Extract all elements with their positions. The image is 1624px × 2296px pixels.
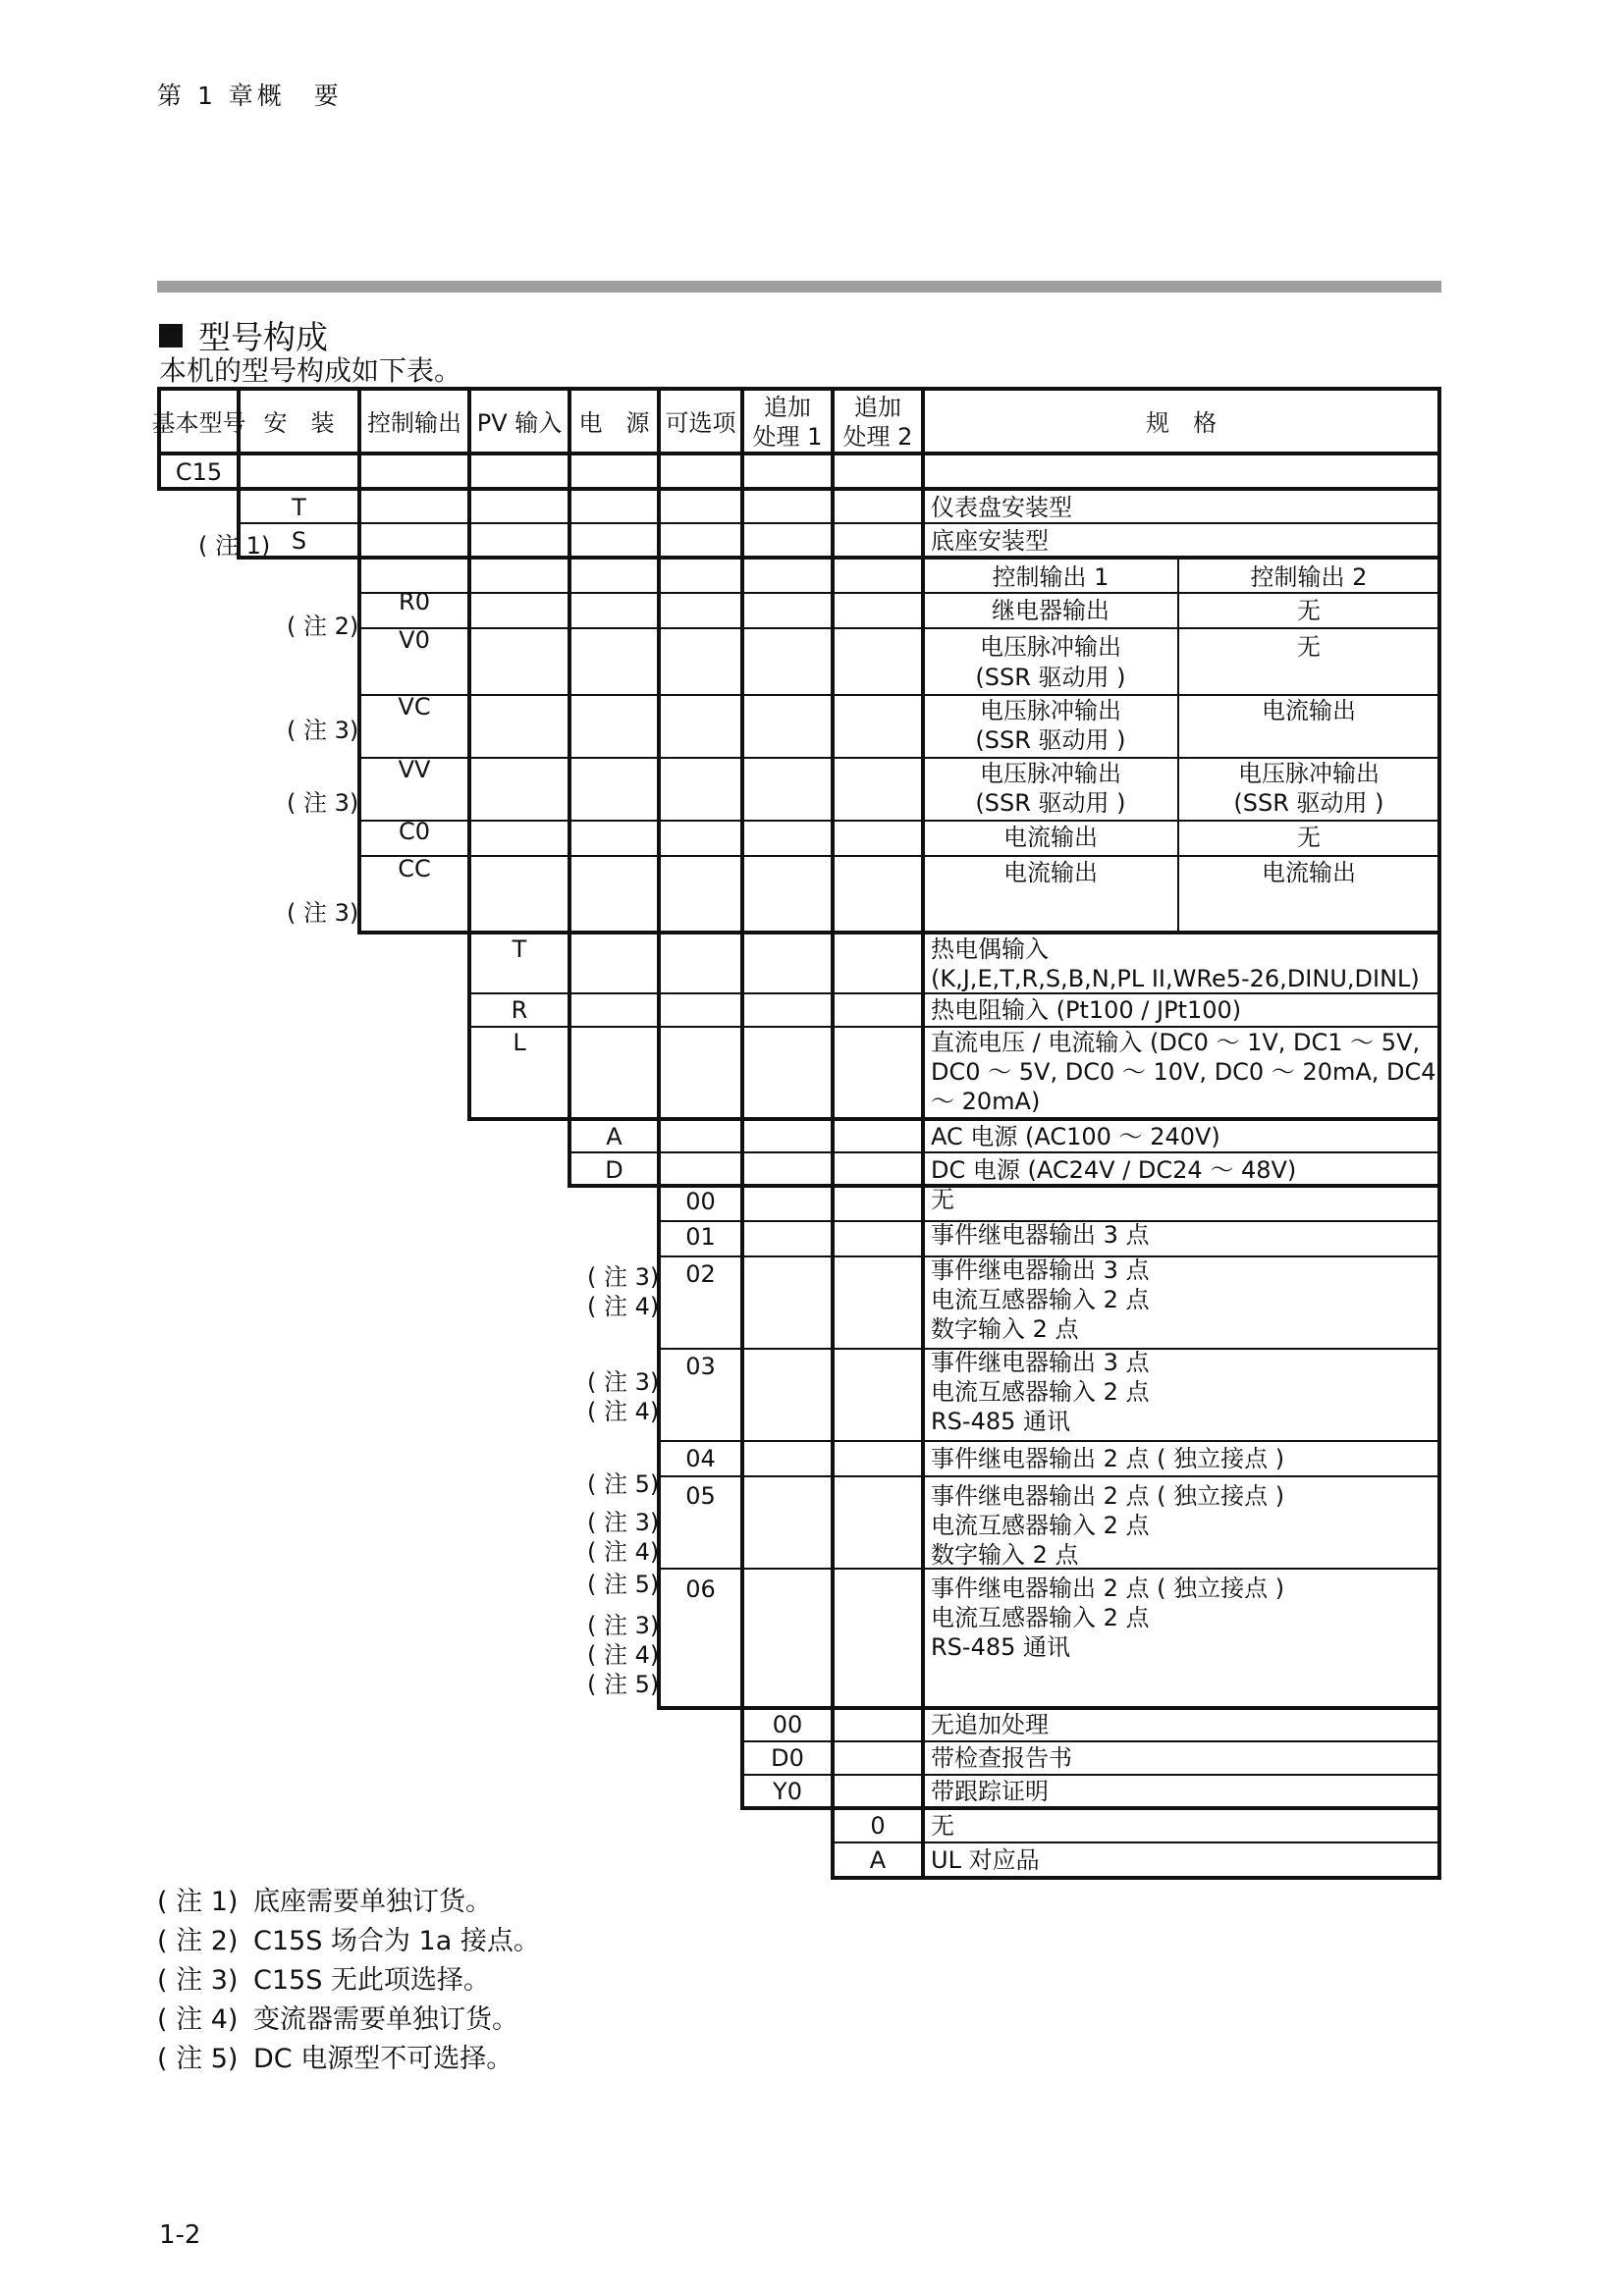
spec-text: 电流输出 (1003, 824, 1098, 851)
spec-text: RS-485 通讯 (931, 1633, 1071, 1661)
spec-text: 继电器输出 (992, 597, 1110, 624)
code-pv-input: R (511, 996, 528, 1024)
spec-text: 事件继电器输出 3 点 (931, 1349, 1150, 1376)
spec-text: 电压脉冲输出 (980, 760, 1121, 787)
spec-text: 底座安装型 (931, 527, 1049, 555)
footnote-4: ( 注 4) 变流器需要单独订货。 (157, 2004, 518, 2035)
spec-text: AC 电源 (AC100 ～ 240V) (931, 1123, 1220, 1150)
spec-text: 电压脉冲输出 (1238, 760, 1380, 787)
spec-text: 电压脉冲输出 (980, 697, 1121, 724)
spec-text: DC 电源 (AC24V / DC24 ～ 48V) (931, 1156, 1297, 1184)
code-install: S (291, 527, 307, 555)
note-marker: ( 注 1) (198, 532, 271, 560)
spec-text: 电流互感器输入 2 点 (931, 1512, 1150, 1539)
spec-text: (SSR 驱动用 ) (975, 726, 1126, 754)
code-control-output: VV (398, 756, 431, 783)
header-additional-1: 处理 1 (752, 423, 823, 451)
code-additional-2: 0 (870, 1812, 886, 1840)
code-power: D (605, 1156, 623, 1184)
code-control-output: CC (398, 855, 431, 882)
spec-text: (SSR 驱动用 ) (1233, 789, 1384, 817)
spec-subheader: 控制输出 1 (992, 563, 1110, 591)
spec-text: 事件继电器输出 2 点 ( 独立接点 ) (931, 1482, 1285, 1510)
note-marker: ( 注 4) (587, 1641, 660, 1669)
spec-text: 电压脉冲输出 (980, 633, 1121, 661)
spec-text: 电流互感器输入 2 点 (931, 1286, 1150, 1313)
code-option: 06 (685, 1575, 716, 1603)
note-marker: ( 注 5) (587, 1470, 660, 1498)
note-marker: ( 注 3) (287, 899, 359, 927)
note-marker: ( 注 3) (587, 1263, 660, 1291)
code-control-output: VC (398, 693, 431, 721)
spec-text: 带跟踪证明 (931, 1778, 1049, 1805)
spec-text: 电流输出 (1262, 697, 1356, 724)
table-text (152, 394, 1436, 1874)
footnotes (157, 1883, 540, 2079)
note-marker: ( 注 3) (587, 1509, 660, 1536)
header-additional-1: 追加 (764, 394, 811, 421)
header-power: 电 源 (578, 409, 650, 437)
note-marker: ( 注 3) (587, 1368, 660, 1396)
code-option: 00 (685, 1188, 716, 1215)
footnote-2: ( 注 2) C15S 场合为 1a 接点。 (157, 1926, 540, 1956)
note-marker: ( 注 3) (287, 717, 359, 744)
spec-text: RS-485 通讯 (931, 1408, 1071, 1435)
header-base-model: 基本型号 (151, 409, 246, 437)
code-control-output: R0 (399, 588, 430, 615)
spec-text: UL 对应品 (931, 1846, 1040, 1874)
footnote-1: ( 注 1) 底座需要单独订货。 (157, 1887, 492, 1917)
spec-text: 无 (931, 1186, 954, 1213)
code-option: 01 (685, 1223, 716, 1251)
spec-text: 事件继电器输出 3 点 (931, 1256, 1150, 1284)
note-marker: ( 注 4) (587, 1398, 660, 1425)
code-option: 04 (685, 1445, 716, 1472)
spec-text: 无 (931, 1812, 954, 1840)
header-additional-2: 处理 2 (842, 423, 913, 451)
footnote-3: ( 注 3) C15S 无此项选择。 (157, 1965, 490, 1996)
header-pv-input: PV 输入 (476, 409, 563, 437)
spec-text: 电流互感器输入 2 点 (931, 1604, 1150, 1631)
spec-text: 直流电压 / 电流输入 (DC0 ～ 1V, DC1 ～ 5V, (931, 1029, 1421, 1056)
spec-text: (K,J,E,T,R,S,B,N,PL II,WRe5-26,DINU,DINL) (931, 965, 1420, 992)
code-option: 02 (685, 1260, 716, 1288)
code-additional-1: D0 (771, 1744, 804, 1772)
spec-text: 无 (1297, 597, 1321, 624)
chapter-header: 第 1 章概 要 (157, 81, 343, 110)
spec-text: ～ 20mA) (931, 1088, 1041, 1115)
code-control-output: C0 (398, 818, 431, 845)
note-marker: ( 注 5) (587, 1671, 660, 1698)
header-install: 安 装 (263, 409, 335, 437)
spec-text: 无 (1297, 824, 1321, 851)
code-install: T (292, 494, 306, 521)
code-pv-input: L (513, 1029, 526, 1056)
spec-text: DC0 ～ 5V, DC0 ～ 10V, DC0 ～ 20mA, DC4 (931, 1058, 1436, 1086)
code-pv-input: T (512, 935, 527, 963)
code-option: 05 (685, 1482, 716, 1510)
spec-text: (SSR 驱动用 ) (975, 789, 1126, 817)
spec-text: (SSR 驱动用 ) (975, 664, 1126, 691)
spec-text: 数字输入 2 点 (931, 1541, 1079, 1569)
footnote-5: ( 注 5) DC 电源型不可选择。 (157, 2044, 514, 2074)
header-options: 可选项 (665, 409, 736, 437)
spec-text: 无 (1297, 633, 1321, 661)
code-additional-1: Y0 (773, 1778, 802, 1805)
note-marker: ( 注 4) (587, 1293, 660, 1320)
section-title: 型号构成 (198, 318, 328, 356)
spec-text: 无追加处理 (931, 1711, 1049, 1738)
note-marker: ( 注 5) (587, 1571, 660, 1598)
code-additional-2: A (869, 1846, 887, 1874)
code-power: A (606, 1123, 623, 1150)
spec-text: 带检查报告书 (931, 1744, 1072, 1772)
spec-text: 热电偶输入 (931, 935, 1049, 963)
intro-text: 本机的型号构成如下表。 (159, 354, 462, 387)
spec-text: 热电阻输入 (Pt100 / JPt100) (931, 996, 1242, 1024)
spec-text: 电流互感器输入 2 点 (931, 1378, 1150, 1406)
spec-text: 仪表盘安装型 (931, 494, 1072, 521)
page-number: 1-2 (159, 2220, 201, 2250)
spec-subheader: 控制输出 2 (1250, 563, 1368, 591)
spec-text: 事件继电器输出 2 点 ( 独立接点 ) (931, 1445, 1285, 1472)
spec-text: 事件继电器输出 2 点 ( 独立接点 ) (931, 1575, 1285, 1602)
code-additional-1: 00 (772, 1711, 803, 1738)
spec-text: 电流输出 (1262, 859, 1356, 886)
note-marker: ( 注 2) (287, 613, 359, 640)
note-marker: ( 注 4) (587, 1538, 660, 1566)
header-additional-2: 追加 (854, 394, 901, 421)
code-control-output: V0 (399, 626, 430, 654)
code-base-model: C15 (175, 458, 223, 486)
code-option: 03 (685, 1353, 716, 1380)
header-control-output: 控制输出 (367, 409, 461, 437)
header-specification: 规 格 (1146, 409, 1217, 437)
spec-text: 数字输入 2 点 (931, 1315, 1079, 1343)
spec-text: 事件继电器输出 3 点 (931, 1221, 1150, 1249)
note-marker: ( 注 3) (587, 1612, 660, 1639)
spec-text: 电流输出 (1003, 859, 1098, 886)
note-marker: ( 注 3) (287, 789, 359, 817)
